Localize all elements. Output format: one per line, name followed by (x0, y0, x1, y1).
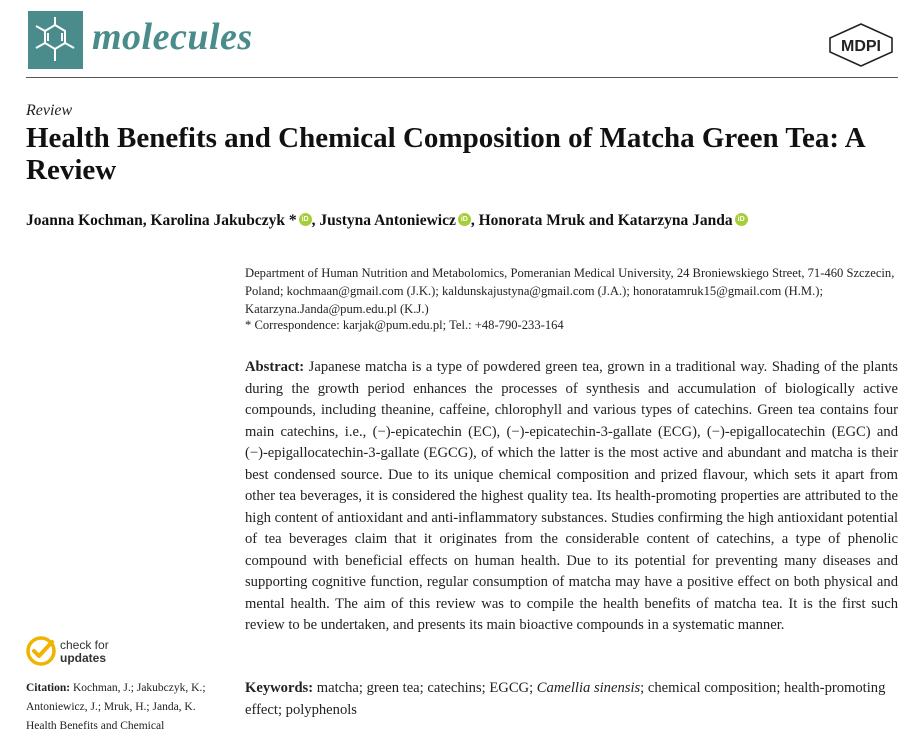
journal-name: molecules (92, 16, 253, 58)
keywords (245, 678, 901, 721)
check-updates-icon (26, 636, 56, 666)
keywords-text-italic: Camellia sinensis (536, 680, 641, 696)
orcid-icon[interactable] (299, 213, 312, 226)
journal-logo-icon (28, 11, 83, 69)
correspondence: * Correspondence: karjak@pum.edu.pl; Tel.: +48-790-233-164 (245, 318, 564, 332)
orcid-icon[interactable] (458, 213, 471, 226)
mdpi-logo-icon (826, 22, 896, 68)
citation-text: Kochman, J.; Jakubczyk, K.; Antoniewicz, J.; Mruk, H.; Janda, K. Health Benefits and Chemical (26, 682, 206, 732)
abstract-text: Japanese matcha is a type of powdered green tea, grown in a traditional way. Shading of the plants during the growth period enhances the processes of synthesis and accumulation of biologically active compounds, including theanine, caffeine, chlorophyll and various types of catechins. Green tea contains four main catechins, i.e., (−)-epicatechin (EC), (−)-epicatechin-3-gallate (ECG), (−)-epigallocatechin (EGC) and (−)-epigallocatechin-3-gallate (EGCG), of which the latter is the most active and abundant and matcha is their best condensed source. Due to its unique chemical composition and prized flavour, which sets it apart from other tea beverages, it is considered the highest quality tea. Its health-promoting properties are attributed to the high content of antioxidant and anti-inflammatory substances. Studies confirming the high antioxidant potential of tea beverages claim that it originates from the considerable content of catechins, a type of phenolic compound with beneficial effects on human health. Due to its potential for preventing many diseases and supporting cognitive function, regular consumption of matcha may have a positive effect on both physical and mental health. The aim of this review was to compile the health benefits of matcha tea. It is the first such review to be undertaken, and presents its main bioactive compounds in a systematic manner. (245, 359, 898, 633)
author-name[interactable]: Joanna Kochman (26, 212, 143, 229)
citation (26, 679, 226, 736)
corresponding-author-mark: * (284, 212, 297, 229)
author-name[interactable]: Honorata Mruk (478, 212, 585, 229)
author-separator: and (584, 212, 618, 229)
affiliation: Department of Human Nutrition and Metabolomics, Pomeranian Medical University, 24 Broniewskiego Street, 71-460 Szczecin, Poland; kochmaan@gmail.com (J.K.); kaldunskajustyna@gmail.com (J.A.); honoratamruk15@gmail.com (H.M.); Katarzyna.Janda@pum.edu.pl (K.J.) (245, 266, 895, 316)
author-separator: , (142, 212, 151, 229)
keywords-label: Keywords: (245, 680, 314, 696)
article-title: Health Benefits and Chemical Composition of Matcha Green Tea: A Review (26, 122, 865, 186)
author-separator: , (311, 212, 320, 229)
check-for-updates-button[interactable] (26, 636, 166, 672)
author-list (26, 212, 748, 230)
author-name[interactable]: Justyna Antoniewicz (319, 212, 456, 229)
publisher-name: MDPI (841, 38, 881, 55)
abstract (245, 357, 898, 637)
author-separator: , (470, 212, 479, 229)
author-name[interactable]: Katarzyna Janda (617, 212, 733, 229)
keywords-text-pre: matcha; green tea; catechins; EGCG; (313, 680, 537, 696)
header-divider (26, 77, 898, 78)
check-updates-line2: updates (60, 651, 107, 665)
abstract-label: Abstract: (245, 359, 305, 375)
check-updates-line1: check for (60, 638, 109, 652)
citation-label: Citation: (26, 682, 71, 694)
article-type: Review (26, 102, 73, 119)
orcid-icon[interactable] (735, 213, 748, 226)
author-name[interactable]: Karolina Jakubczyk (150, 212, 285, 229)
keywords-text-post: ; chemical composition; health-promoting effect; polyphenols (245, 680, 886, 718)
